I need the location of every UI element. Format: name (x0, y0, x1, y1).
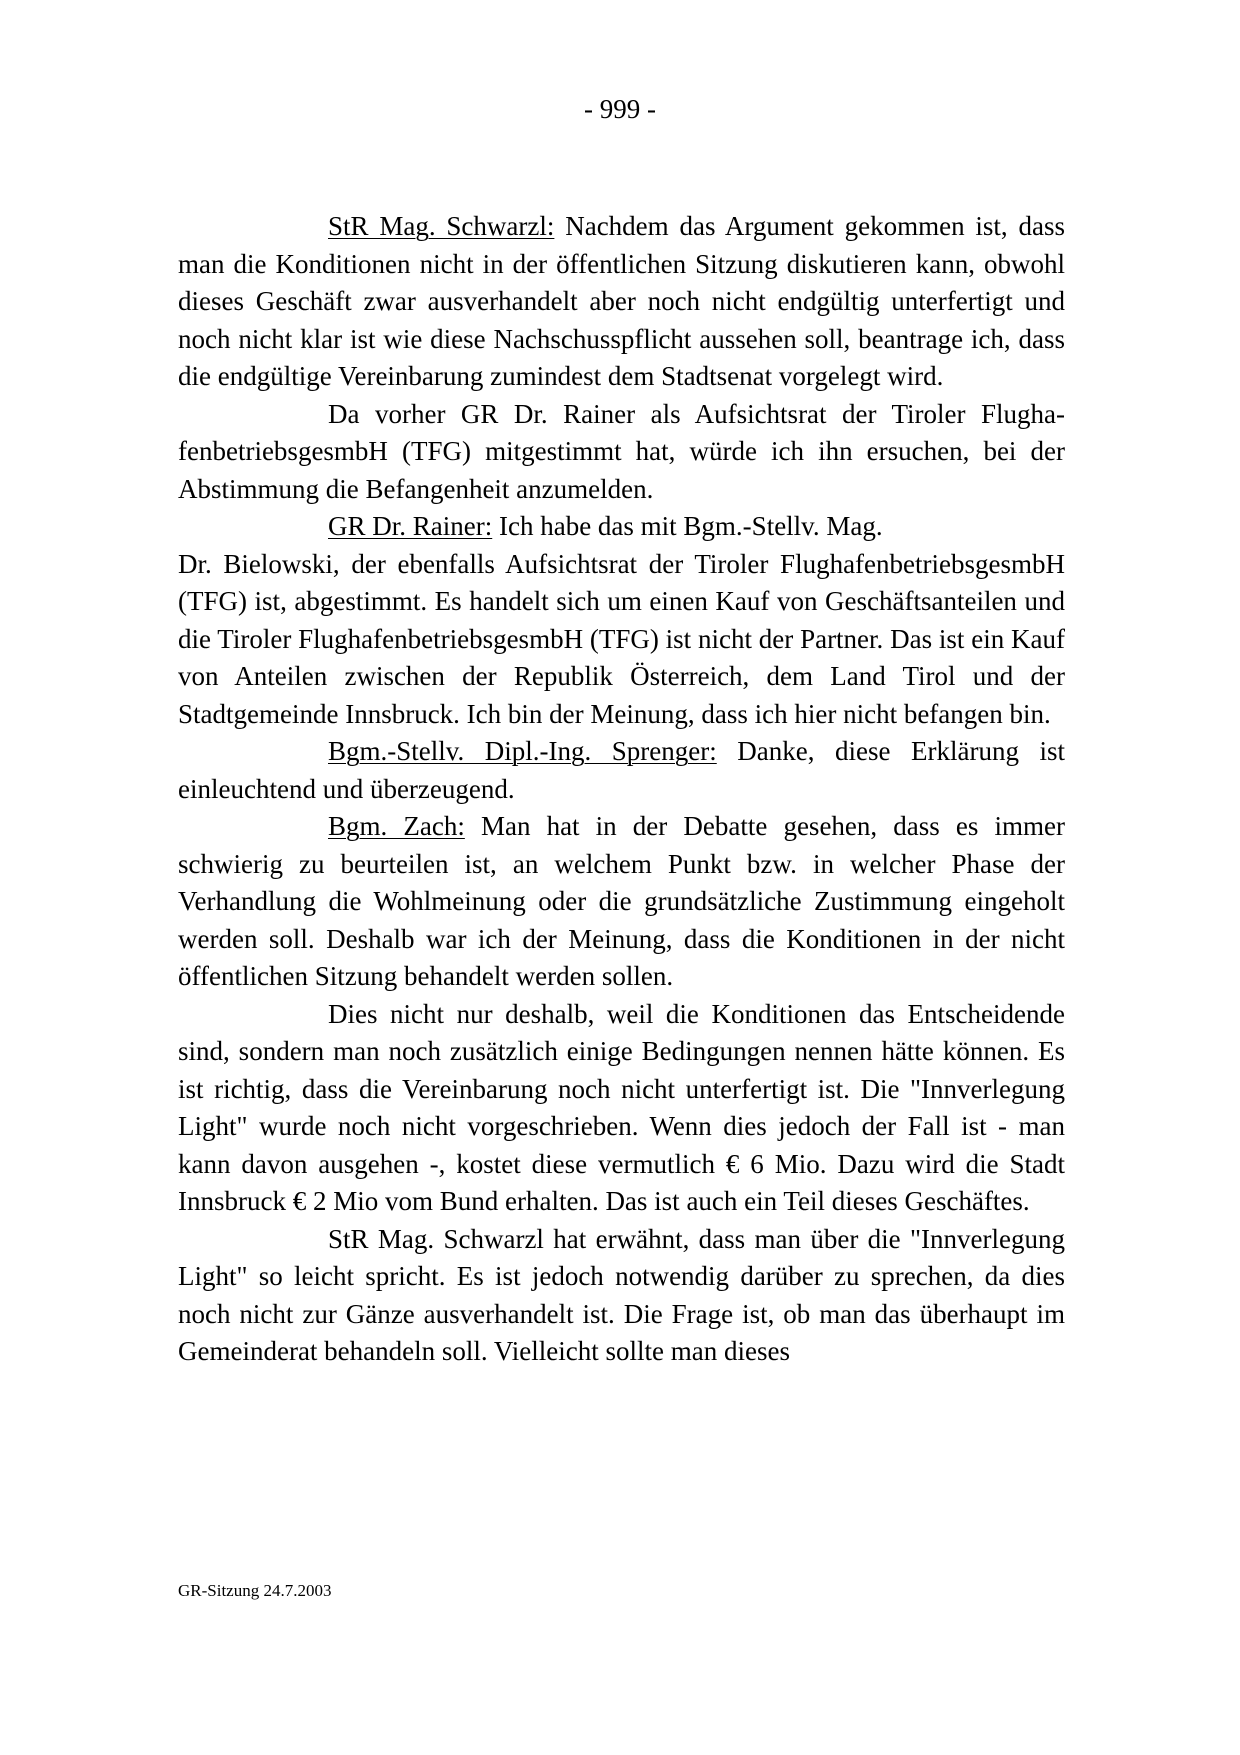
footer-session-date: GR-Sitzung 24.7.2003 (178, 1581, 332, 1600)
speaker-name: StR Mag. Schwarzl: (328, 211, 555, 241)
paragraph (178, 508, 1065, 546)
speaker-name: Bgm. Zach: (328, 811, 465, 841)
speaker-name: GR Dr. Rainer: (328, 511, 493, 541)
paragraph (178, 808, 1065, 996)
paragraph-text: Dies nicht nur deshalb, weil die Konditionen das Entscheidende sind, sondern man noch zusätzlich einige Bedingungen nennen hätte können. Es ist richtig, dass die Vereinbarung noch nicht unterfertigt ist. Die "Innverlegung Light" wurde noch nicht vorgeschrieben. Wenn dies jedoch der Fall ist - man kann davon ausgehen -, kostet diese vermutlich € 6 Mio. Dazu wird die Stadt Innsbruck € 2 Mio vom Bund erhalten. Das ist auch ein Teil dieses Geschäftes. (178, 998, 1065, 1216)
paragraph-text: Dr. Bielowski, der ebenfalls Aufsichtsrat der Tiroler FlughafenbetriebsgesmbH (TFG) ist, abgestimmt. Es handelt sich um einen Kauf von Geschäftsanteilen und die Tiroler FlughafenbetriebsgesmbH (TFG) ist nicht der Partner. Das ist ein Kauf von Anteilen zwischen der Republik Österreich, dem Land Tirol und der Stadtgemeinde Innsbruck. Ich bin der Meinung, dass ich hier nicht befangen bin. (178, 548, 1065, 729)
page-number: - 999 - (584, 94, 656, 124)
paragraph-text: StR Mag. Schwarzl hat erwähnt, dass man über die "Innverlegung Light" so leicht spricht. Es ist jedoch notwendig darüber zu sprechen, da dies noch nicht zur Gänze ausverhandelt ist. Die Frage ist, ob man das überhaupt im Gemeinderat behandeln soll. Vielleicht sollte man dieses (178, 1223, 1065, 1366)
paragraph (178, 1221, 1065, 1371)
paragraph-text: Nachdem das Argument gekommen ist, dass man die Konditionen nicht in der öffentlichen Sitzung diskutieren kann, obwohl dieses Geschäft zwar ausverhandelt aber noch nicht endgültig unterfertigt und noch nicht klar ist wie diese Nachschusspflicht aussehen soll, beantrage ich, dass die endgültige Vereinbarung zumindest dem Stadtsenat vorgelegt wird. (178, 211, 1066, 391)
paragraph-text: Ich habe das mit Bgm.-Stellv. Mag. (492, 511, 883, 541)
paragraph (178, 996, 1065, 1221)
paragraph-text: Danke, diese Erklärung ist einleuchtend und überzeugend. (178, 736, 1065, 804)
speaker-name: Bgm.-Stellv. Dipl.-Ing. Sprenger: (328, 736, 717, 766)
paragraph (178, 396, 1065, 509)
document-body (178, 208, 1065, 1371)
paragraph-text: Man hat in der Debatte gesehen, dass es immer schwierig zu beurteilen ist, an welchem Punkt bzw. in welcher Phase der Verhandlung die Wohlmeinung oder die grundsätzliche Zustimmung eingeholt werden soll. Deshalb war ich der Meinung, dass die Konditionen in der nicht öffentlichen Sitzung behandelt werden sollen. (178, 811, 1065, 991)
paragraph (178, 733, 1065, 808)
paragraph-text: Da vorher GR Dr. Rainer als Aufsichtsrat der Tiroler FlughafenbetriebsgesmbH (TFG) mitgestimmt hat, würde ich ihn ersuchen, bei der Abstimmung die Befangenheit anzumelden. (178, 398, 1065, 504)
paragraph (178, 546, 1065, 734)
paragraph (178, 208, 1065, 396)
